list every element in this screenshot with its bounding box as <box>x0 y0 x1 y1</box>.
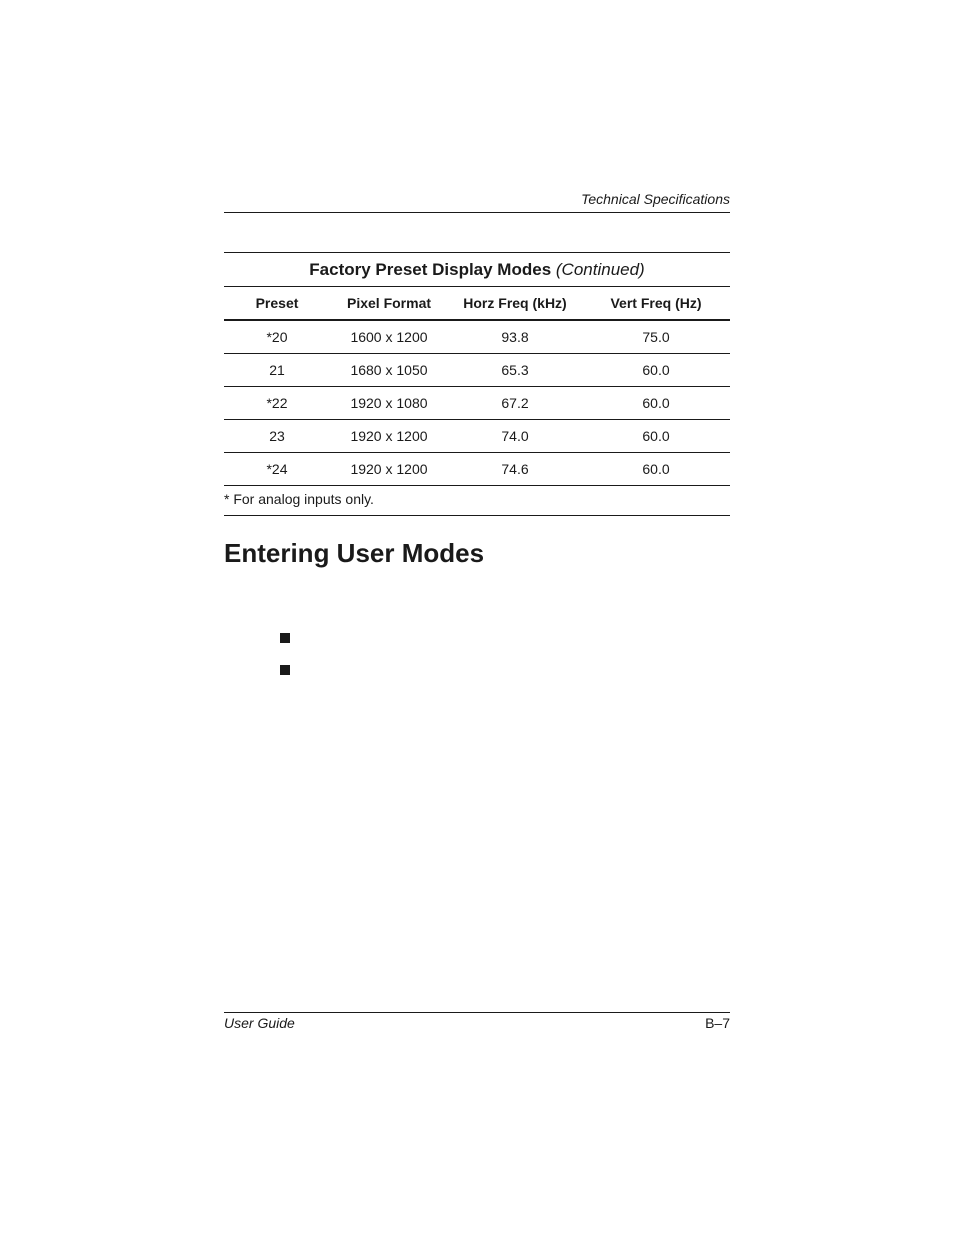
running-header: Technical Specifications <box>581 191 730 207</box>
header-rule <box>224 212 730 213</box>
table-row <box>224 420 730 453</box>
footer-document-title: User Guide <box>224 1015 295 1031</box>
page-footer <box>224 1012 730 1034</box>
column-header-horz-freq: Horz Freq (kHz) <box>448 287 582 320</box>
cell-horz-freq: 67.2 <box>448 387 582 420</box>
square-bullet-icon <box>280 665 290 675</box>
table-title-text: Factory Preset Display Modes <box>309 260 552 279</box>
column-header-preset: Preset <box>224 287 330 320</box>
cell-preset: *22 <box>224 387 330 420</box>
cell-vert-freq: 60.0 <box>582 387 730 420</box>
cell-pixel-format: 1680 x 1050 <box>330 354 448 387</box>
table-row <box>224 320 730 354</box>
cell-pixel-format: 1920 x 1200 <box>330 420 448 453</box>
square-bullet-icon <box>280 633 290 643</box>
cell-horz-freq: 93.8 <box>448 320 582 354</box>
table-row <box>224 354 730 387</box>
cell-vert-freq: 60.0 <box>582 354 730 387</box>
cell-pixel-format: 1920 x 1080 <box>330 387 448 420</box>
cell-pixel-format: 1600 x 1200 <box>330 320 448 354</box>
page-number: B–7 <box>705 1015 730 1031</box>
cell-preset: 21 <box>224 354 330 387</box>
bullet-list <box>280 630 290 694</box>
factory-preset-table <box>224 252 730 486</box>
table-header-row <box>224 287 730 320</box>
section-heading: Entering User Modes <box>224 538 485 568</box>
preset-table-container <box>224 252 730 516</box>
column-header-pixel-format: Pixel Format <box>330 287 448 320</box>
cell-horz-freq: 74.0 <box>448 420 582 453</box>
cell-vert-freq: 60.0 <box>582 420 730 453</box>
cell-pixel-format: 1920 x 1200 <box>330 453 448 486</box>
table-title <box>224 252 730 287</box>
cell-preset: *20 <box>224 320 330 354</box>
cell-preset: 23 <box>224 420 330 453</box>
list-item <box>280 630 290 662</box>
cell-horz-freq: 74.6 <box>448 453 582 486</box>
cell-horz-freq: 65.3 <box>448 354 582 387</box>
table-row <box>224 387 730 420</box>
table-title-suffix: (Continued) <box>555 260 645 279</box>
table-footnote: * For analog inputs only. <box>224 486 730 516</box>
cell-vert-freq: 60.0 <box>582 453 730 486</box>
table-row <box>224 453 730 486</box>
cell-vert-freq: 75.0 <box>582 320 730 354</box>
cell-preset: *24 <box>224 453 330 486</box>
column-header-vert-freq: Vert Freq (Hz) <box>582 287 730 320</box>
list-item <box>280 662 290 694</box>
